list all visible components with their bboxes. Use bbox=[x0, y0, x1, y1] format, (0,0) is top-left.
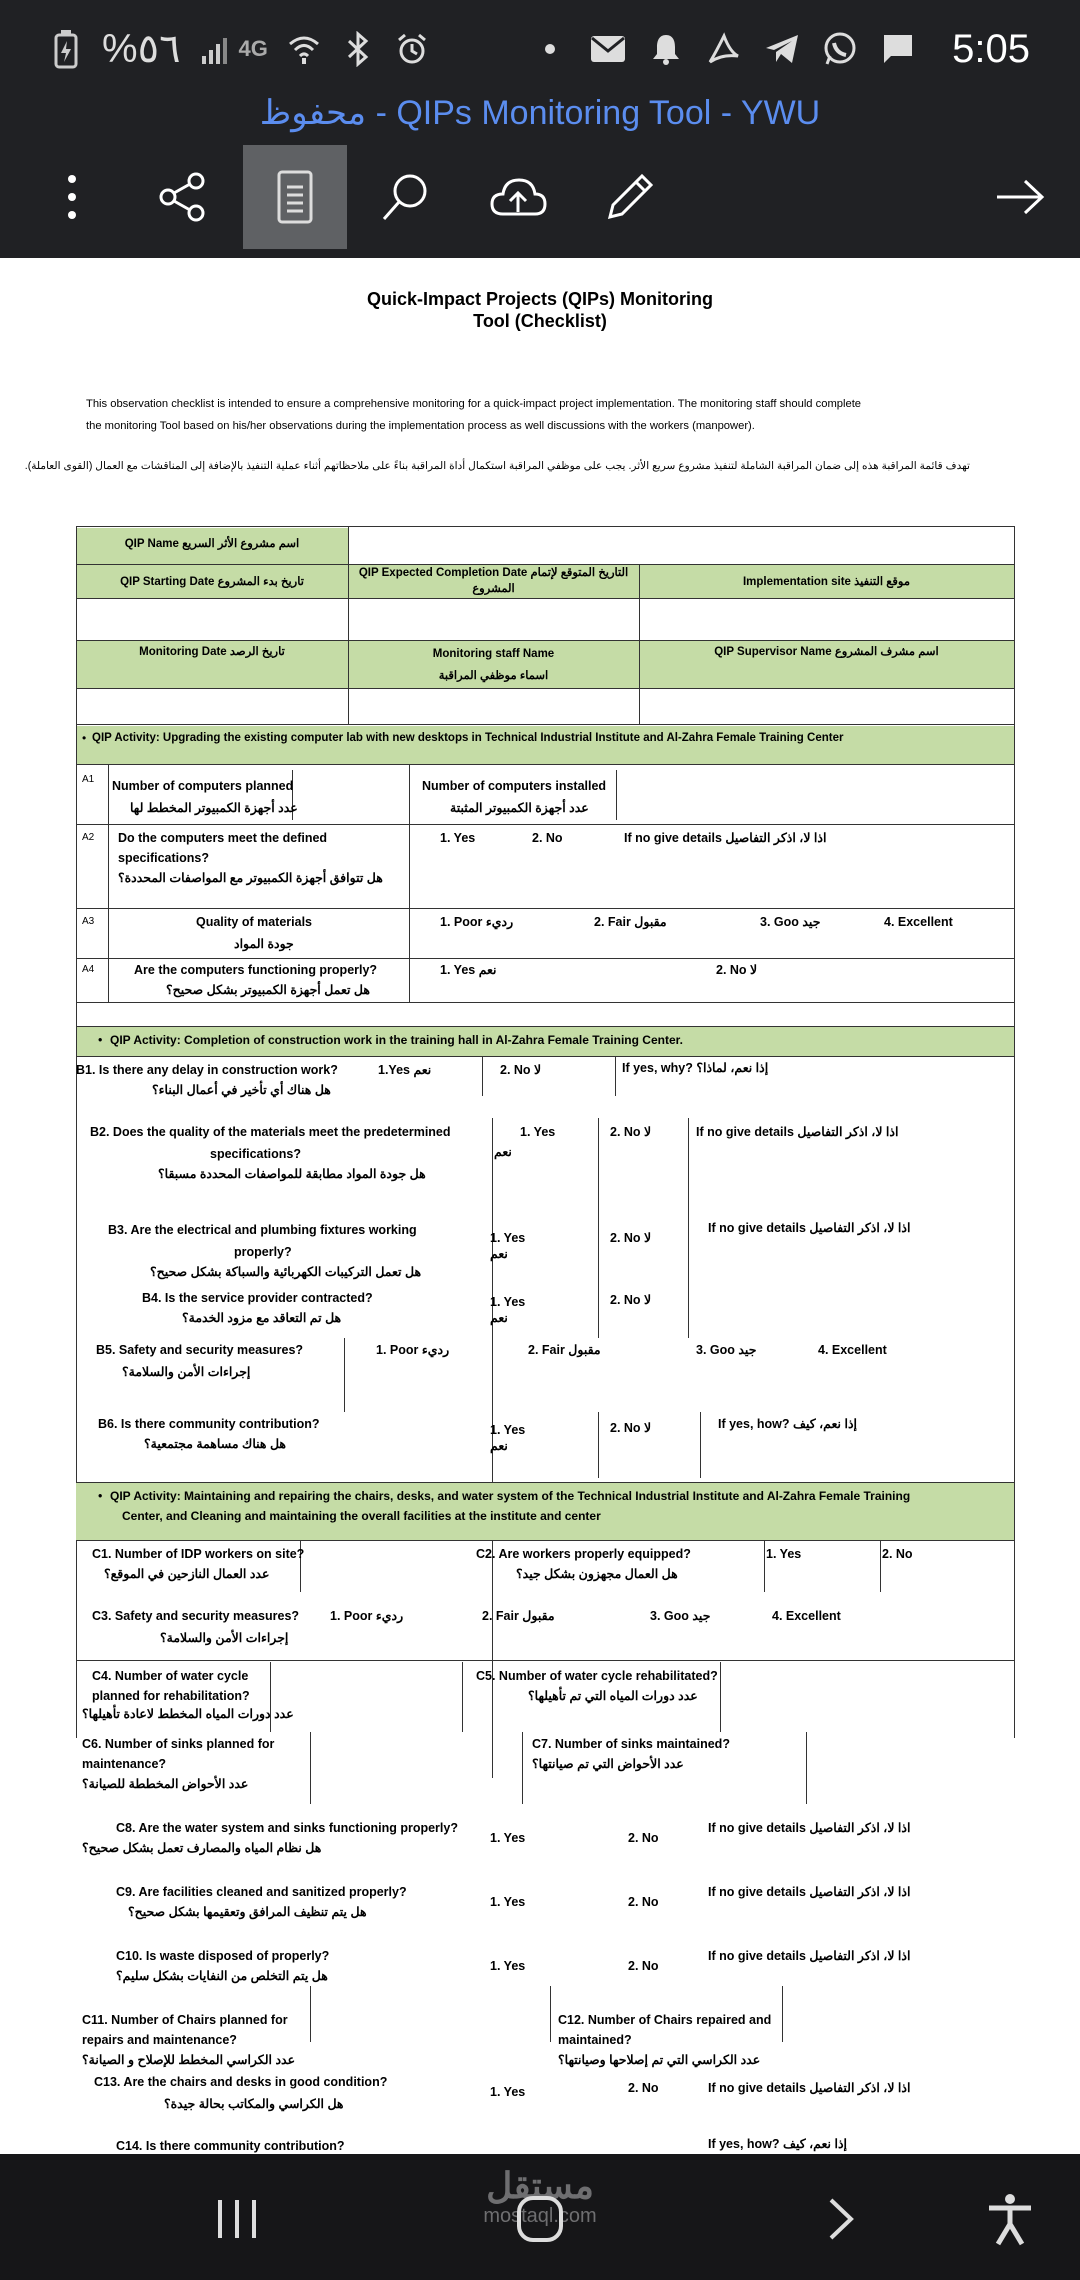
c14-question: C14. Is there community contribution? bbox=[116, 2139, 345, 2153]
navigation-bar bbox=[0, 2154, 1080, 2280]
reading-mode-icon bbox=[275, 169, 315, 225]
c1-question: C1. Number of IDP workers on site? bbox=[92, 1547, 305, 1561]
b3-question: B3. Are the electrical and plumbing fixtures working bbox=[108, 1223, 417, 1237]
a2-question: Do the computers meet the defined bbox=[118, 831, 328, 845]
a1-question: Number of computers planned bbox=[112, 779, 294, 793]
expected-date-label-ar: المشروع bbox=[472, 583, 515, 595]
watermark-text: مستقل bbox=[486, 2165, 594, 2206]
a3-good[interactable]: 3. Goo جيد bbox=[760, 915, 821, 929]
c5-question-ar: عدد دورات المياه التي تم تأهيلها؟ bbox=[528, 1689, 698, 1703]
search-icon bbox=[380, 171, 432, 223]
b6-how: If yes, how? إذا نعم، كيف bbox=[718, 1417, 857, 1431]
edit-icon bbox=[604, 171, 656, 223]
c11-question: C11. Number of Chairs planned for bbox=[82, 2013, 288, 2027]
a1-installed: Number of computers installed bbox=[422, 779, 607, 793]
c10-details: If no give details اذا لا، اذكر التفاصيل bbox=[708, 1949, 911, 1963]
activity-c-header-2: Center, and Cleaning and maintaining the overall facilities at the institute and center bbox=[122, 1509, 601, 1523]
c3-question: C3. Safety and security measures? bbox=[92, 1609, 300, 1623]
a4-number: A4 bbox=[82, 964, 95, 975]
c11-question-ar: عدد الكراسي المخطط للإصلاح و الصيانة؟ bbox=[82, 2053, 296, 2067]
start-date-label: QIP Starting Date تاريخ بدء المشروع bbox=[120, 576, 304, 588]
supervisor-label: QIP Supervisor Name اسم مشرف المشروع bbox=[714, 646, 939, 658]
back-button[interactable] bbox=[806, 2184, 876, 2254]
b4-question: B4. Is the service provider contracted? bbox=[142, 1291, 373, 1305]
c2-yes[interactable]: 1. Yes bbox=[766, 1547, 802, 1561]
c10-no[interactable]: 2. No bbox=[628, 1959, 659, 1973]
alarm-icon bbox=[394, 31, 430, 67]
edit-button[interactable] bbox=[578, 145, 682, 249]
home-icon bbox=[515, 2194, 565, 2244]
b5-excellent[interactable]: 4. Excellent bbox=[818, 1343, 887, 1357]
accessibility-icon bbox=[985, 2192, 1035, 2246]
qip-name-label: QIP Name اسم مشروع الأثر السريع bbox=[124, 538, 300, 550]
c6-question-ar: عدد الأحواض المخططة للصيانة؟ bbox=[82, 1777, 249, 1791]
accessibility-button[interactable] bbox=[975, 2184, 1045, 2254]
intro-line1: This observation checklist is intended to ensure a comprehensive monitoring for a quick-impact project implementation. The monitoring staff should complete bbox=[86, 398, 862, 410]
b2-yes[interactable]: 1. Yes bbox=[520, 1125, 556, 1139]
a3-number: A3 bbox=[82, 916, 95, 927]
a4-yes[interactable]: 1. Yes نعم bbox=[440, 963, 497, 977]
b2-question-2: specifications? bbox=[210, 1147, 301, 1161]
message-icon bbox=[880, 31, 916, 67]
cloud-upload-icon bbox=[489, 174, 547, 220]
monitoring-staff-label: Monitoring staff Name bbox=[432, 648, 555, 660]
c8-yes[interactable]: 1. Yes bbox=[490, 1831, 526, 1845]
b6-question-ar: هل هناك مساهمة مجتمعية؟ bbox=[144, 1437, 287, 1451]
doc-title-line2: Tool (Checklist) bbox=[473, 311, 607, 331]
activity-a-header: QIP Activity: Upgrading the existing computer lab with new desktops in Technical Industrial Institute and Al-Zahra Female Training Center bbox=[92, 732, 844, 744]
b3-yes-ar: نعم bbox=[490, 1247, 508, 1261]
b5-fair[interactable]: 2. Fair مقبول bbox=[528, 1343, 601, 1357]
recent-apps-icon bbox=[214, 2196, 260, 2242]
c3-question-ar: إجراءات الأمن والسلامة؟ bbox=[160, 1631, 289, 1645]
intro-arabic: تهدف قائمة المراقبة هذه إلى ضمان المراقبة الشاملة لتنفيذ مشروع سريع الأثر. يجب على موظفي المراقبة استكمال أداة المراقبة بناءً على ملاحظاتهم أثناء عملية التنفيذ بالإضافة إلى المناقشات مع العمال (القوى العاملة). bbox=[24, 460, 970, 472]
c12-question-ar: عدد الكراسي التي تم إصلاحها وصيانتها؟ bbox=[558, 2053, 761, 2067]
impl-site-label: Implementation site موقع التنفيذ bbox=[742, 576, 911, 588]
b6-yes[interactable]: 1. Yes bbox=[490, 1423, 526, 1437]
doc-title-line1: Quick-Impact Projects (QIPs) Monitoring bbox=[366, 289, 714, 309]
a2-no[interactable]: 2. No bbox=[532, 831, 563, 845]
a4-question-ar: هل تعمل أجهزة الكمبيوتر بشكل صحيح؟ bbox=[166, 983, 370, 997]
c7-question: C7. Number of sinks maintained? bbox=[532, 1737, 730, 1751]
b2-no[interactable]: 2. No لا bbox=[610, 1125, 652, 1139]
a3-fair[interactable]: 2. Fair مقبول bbox=[594, 915, 667, 929]
home-button[interactable] bbox=[505, 2184, 575, 2254]
a2-details: If no give details اذا لا، اذكر التفاصيل bbox=[624, 831, 827, 845]
c13-question: C13. Are the chairs and desks in good condition? bbox=[94, 2075, 388, 2089]
clock: 5:05 bbox=[952, 26, 1030, 71]
c4-question-ar: عدد دورات المياه المخطط لاعادة تأهيلها؟ bbox=[82, 1707, 294, 1721]
bell-icon bbox=[648, 31, 684, 67]
b2-question-ar: هل جودة المواد مطابقة للمواصفات المحددة مسبقا؟ bbox=[158, 1167, 426, 1181]
a2-yes[interactable]: 1. Yes bbox=[440, 831, 476, 845]
toolbar bbox=[0, 140, 1080, 258]
c13-details: If no give details اذا لا، اذكر التفاصيل bbox=[708, 2081, 911, 2095]
c9-question: C9. Are facilities cleaned and sanitized properly? bbox=[116, 1885, 407, 1899]
a2-number: A2 bbox=[82, 832, 95, 843]
c10-yes[interactable]: 1. Yes bbox=[490, 1959, 526, 1973]
signal-icon bbox=[199, 31, 235, 67]
monitoring-staff-label-ar: اسماء موظفي المراقبة bbox=[438, 670, 549, 682]
b3-details: If no give details اذا لا، اذكر التفاصيل bbox=[708, 1221, 911, 1235]
b6-yes-ar: نعم bbox=[490, 1439, 508, 1453]
a2-question-ar: هل تتوافق أجهزة الكمبيوتر مع المواصفات المحددة؟ bbox=[118, 871, 383, 885]
b2-question: B2. Does the quality of the materials meet the predetermined bbox=[90, 1125, 451, 1139]
b6-question: B6. Is there community contribution? bbox=[98, 1417, 320, 1431]
a3-poor[interactable]: 1. Poor رديء bbox=[440, 915, 514, 929]
b4-question-ar: هل تم التعاقد مع مزود الخدمة؟ bbox=[182, 1311, 342, 1325]
recent-apps-button[interactable] bbox=[202, 2184, 272, 2254]
b4-yes-ar: نعم bbox=[490, 1311, 508, 1325]
a1-installed-ar: عدد أجهزة الكمبيوتر المثبتة bbox=[450, 801, 589, 815]
c3-excellent[interactable]: 4. Excellent bbox=[772, 1609, 841, 1623]
b5-good[interactable]: 3. Goo جيد bbox=[696, 1343, 757, 1357]
expected-date-label: QIP Expected Completion Date التاريخ المتوقع لإتمام bbox=[358, 567, 629, 579]
watermark-sub: mostaql.com bbox=[483, 2205, 597, 2227]
a1-number: A1 bbox=[82, 774, 95, 785]
c2-question-ar: هل العمال مجهزون بشكل جيد؟ bbox=[516, 1567, 678, 1581]
share-icon bbox=[156, 171, 208, 223]
b4-no[interactable]: 2. No لا bbox=[610, 1293, 652, 1307]
b2-yes-ar: نعم bbox=[494, 1145, 512, 1159]
monitoring-date-label: Monitoring Date تاريخ الرصد bbox=[139, 646, 285, 658]
more-button[interactable] bbox=[20, 145, 124, 249]
search-button[interactable] bbox=[354, 145, 458, 249]
whatsapp-icon bbox=[822, 31, 858, 67]
c2-question: C2. Are workers properly equipped? bbox=[476, 1547, 691, 1561]
c8-no[interactable]: 2. No bbox=[628, 1831, 659, 1845]
b1-no[interactable]: 2. No لا bbox=[500, 1063, 542, 1077]
b5-poor[interactable]: 1. Poor رديء bbox=[376, 1343, 450, 1357]
a3-excellent[interactable]: 4. Excellent bbox=[884, 915, 953, 929]
mail-icon bbox=[590, 31, 626, 67]
status-bar bbox=[0, 0, 1080, 100]
battery-icon bbox=[48, 31, 84, 67]
bluetooth-icon bbox=[340, 31, 376, 67]
document-title: محفوظ - QIPs Monitoring Tool - YWU bbox=[259, 94, 821, 132]
a2-question-2: specifications? bbox=[118, 851, 209, 865]
b1-question: B1. Is there any delay in construction work? bbox=[76, 1063, 338, 1077]
b1-yes[interactable]: 1.Yes نعم bbox=[378, 1063, 432, 1077]
b3-question-ar: هل تعمل التركيبات الكهربائية والسباكة بشكل صحيح؟ bbox=[150, 1265, 422, 1279]
battery-percent: %٥٦ bbox=[102, 27, 181, 71]
b6-no[interactable]: 2. No لا bbox=[610, 1421, 652, 1435]
c9-yes[interactable]: 1. Yes bbox=[490, 1895, 526, 1909]
c11-question-2: repairs and maintenance? bbox=[82, 2033, 237, 2047]
c5-question: C5. Number of water cycle rehabilitated? bbox=[476, 1669, 718, 1683]
c7-question-ar: عدد الأحواض التي تم صيانتها؟ bbox=[532, 1757, 684, 1771]
c4-question-2: planned for rehabilitation? bbox=[92, 1689, 250, 1703]
c8-details: If no give details اذا لا، اذكر التفاصيل bbox=[708, 1821, 911, 1835]
c4-question: C4. Number of water cycle bbox=[92, 1669, 249, 1683]
c8-question: C8. Are the water system and sinks functioning properly? bbox=[116, 1821, 458, 1835]
c14-how: If yes, how? إذا نعم، كيف bbox=[708, 2137, 847, 2151]
pdf-page[interactable]: Quick-Impact Projects (QIPs) Monitoring Tool (Checklist) This observation checklist is intended to ensure a comprehensive monitoring for a quick-impact project implementation. The monitoring staff should complete the monitoring Tool based on his/her observations during the implementation process as well discussions with the workers (manpower). تهدف قائمة المراقبة هذه إلى ضمان المراقبة الشاملة لتنفيذ مشروع سريع الأثر. يجب على موظفي المراقبة استكمال أداة المراقبة بناءً على ملاحظاتهم أثناء عملية التنفيذ بالإضافة إلى المناقشات مع العمال (القوى العاملة). QIP Name اسم مشروع الأثر السريع QIP Starting Date تاريخ بدء المشروع QIP Expected Completion Date التاريخ المتوقع لإتمام المشروع Implementation site موقع التنفيذ Monitoring Date تاريخ الرصد Monitoring staff Name اسماء موظفي المراقبة QIP Supervisor Name اسم مشرف المشروع • QIP Activity: Upgrading the existing computer lab with new desktops in Technical Industrial Institute and Al-Zahra Female Training Center A1 Number of computers planned عدد أجهزة الكمبيوتر المخطط لها Number of computers installed عدد أجهزة الكمبيوتر المثبتة A2 Do the computers meet the defined specifications? هل تتوافق أجهزة الكمبيوتر مع المواصفات المحددة؟ 1. Yes 2. No If no give details اذا لا، اذكر التفاصيل A3 Quality of materials جودة المواد 1. Poor رديء 2. Fair مقبول 3. Goo جيد 4. Excellent A4 Are the computers functioning properly? هل تعمل أجهزة الكمبيوتر بشكل صحيح؟ 1. Yes نعم 2. No لا • QIP Activity: Completion of construction work in the training hall in Al-Zahra Female Training Center. B1. Is there any delay in construction work? هل هناك أي تأخير في أعمال البناء؟ 1.Yes نعم 2. No لا If yes, why? إذا نعم، لماذا؟ B2. Does the quality of the materials meet the predetermined specifications? هل جودة المواد مطابقة للمواصفات المحددة مسبقا؟ 1. Yes نعم 2. No لا If no give details اذا لا، اذكر التفاصيل B3. Are the electrical and plumbing fixtures working properly? هل تعمل التركيبات الكهربائية والسباكة بشكل صحيح؟ 1. Yes نعم 2. No لا If no give details اذا لا، اذكر التفاصيل B4. Is the service provider contracted? هل تم التعاقد مع مزود الخدمة؟ 1. Yes نعم 2. No لا B5. Safety and security measures? إجراءات الأمن والسلامة؟ 1. Poor رديء 2. Fair مقبول 3. Goo جيد 4. Excellent B6. Is there community contribution? هل هناك مساهمة مجتمعية؟ 1. Yes نعم 2. No لا If yes, how? إذا نعم، كيف • QIP Activity: Maintaining and repairing the chairs, desks, and water system of the Technical Industrial Institute and Al-Zahra Female Training Center, and Cleaning and maintaining the overall facilities at the institute and center C1. Number of IDP workers on site? عدد العمال النازحين في الموقع؟ C2. Are workers properly equipped? هل العمال مجهزون بشكل جيد؟ 1. Yes 2. No C3. Safety and security measures? إجراءات الأمن والسلامة؟ 1. Poor رديء 2. Fair مقبول 3. Goo جيد 4. Excellent C4. Number of water cycle planned for rehabilitation? عدد دورات المياه المخطط لاعادة تأهيلها؟ C5. Number of water cycle rehabilitated? عدد دورات المياه التي تم تأهيلها؟ C6. Number of sinks planned for maintenance? عدد الأحواض المخططة للصيانة؟ C7. Number of sinks maintained? عدد الأحواض التي تم صيانتها؟ C8. Are the water system and sinks functioning properly? هل نظام المياه والمصارف تعمل بشكل صحيح؟ 1. Yes 2. No If no give details اذا لا، اذكر التفاصيل C9. Are facilities cleaned and sanitized properly? هل يتم تنظيف المرافق وتعقيمها بشكل صحيح؟ 1. Yes 2. No If no give details اذا لا، اذكر التفاصيل C10. Is waste disposed of properly? هل يتم التخلص من النفايات بشكل سليم؟ 1. Yes 2. No If no give details اذا لا، اذكر التفاصيل C11. Number of Chairs planned for repairs and maintenance? عدد الكراسي المخطط للإصلاح و الصيانة؟ C12. Number of Chairs repaired and maintained? عدد الكراسي التي تم إصلاحها وصيانتها؟ C13. Are the chairs and desks in good condition? هل الكراسي والمكاتب بحالة جيدة؟ 1. Yes 2. No If no give details اذا لا، اذكر التفاصيل C14. Is there community contribution? If yes, how? إذا نعم، كيف bbox=[0, 258, 1080, 2154]
more-icon bbox=[62, 172, 82, 222]
network-type: 4G bbox=[238, 36, 268, 61]
a3-question-ar: جودة المواد bbox=[234, 937, 294, 951]
c3-good[interactable]: 3. Goo جيد bbox=[650, 1609, 711, 1623]
b1-question-ar: هل هناك أي تأخير في أعمال البناء؟ bbox=[152, 1083, 331, 1097]
share-button[interactable] bbox=[130, 145, 234, 249]
c13-question-ar: هل الكراسي والمكاتب بحالة جيدة؟ bbox=[164, 2097, 344, 2111]
c13-yes[interactable]: 1. Yes bbox=[490, 2085, 526, 2099]
intro-line2: the monitoring Tool based on his/her observations during the implementation process as well discussions with the workers (manpower). bbox=[86, 420, 755, 432]
telegram-icon bbox=[764, 31, 800, 67]
c3-fair[interactable]: 2. Fair مقبول bbox=[482, 1609, 555, 1623]
b2-details: If no give details اذا لا، اذكر التفاصيل bbox=[696, 1125, 899, 1139]
c9-question-ar: هل يتم تنظيف المرافق وتعقيمها بشكل صحيح؟ bbox=[128, 1905, 367, 1919]
activity-c-header: QIP Activity: Maintaining and repairing the chairs, desks, and water system of the Technical Industrial Institute and Al-Zahra Female Training bbox=[110, 1489, 911, 1503]
c13-no[interactable]: 2. No bbox=[628, 2081, 659, 2095]
c12-question-2: maintained? bbox=[558, 2033, 632, 2047]
b1-why: If yes, why? إذا نعم، لماذا؟ bbox=[622, 1061, 769, 1075]
c9-details: If no give details اذا لا، اذكر التفاصيل bbox=[708, 1885, 911, 1899]
upload-button[interactable] bbox=[466, 145, 570, 249]
c3-poor[interactable]: 1. Poor رديء bbox=[330, 1609, 404, 1623]
a3-question: Quality of materials bbox=[196, 915, 313, 929]
a4-question: Are the computers functioning properly? bbox=[134, 963, 378, 977]
c6-question-2: maintenance? bbox=[82, 1757, 167, 1771]
b5-question: B5. Safety and security measures? bbox=[96, 1343, 304, 1357]
back-icon bbox=[821, 2194, 861, 2244]
c10-question-ar: هل يتم التخلص من النفايات بشكل سليم؟ bbox=[116, 1969, 328, 1983]
c2-no[interactable]: 2. No bbox=[882, 1547, 913, 1561]
app-title-bar bbox=[0, 90, 1080, 140]
next-arrow-icon bbox=[994, 177, 1046, 217]
c1-question-ar: عدد العمال النازحين في الموقع؟ bbox=[104, 1567, 270, 1581]
a4-no[interactable]: 2. No لا bbox=[716, 963, 758, 977]
b3-no[interactable]: 2. No لا bbox=[610, 1231, 652, 1245]
dot-icon bbox=[532, 31, 568, 67]
c10-question: C10. Is waste disposed of properly? bbox=[116, 1949, 330, 1963]
reading-mode-button[interactable] bbox=[243, 145, 347, 249]
b5-question-ar: إجراءات الأمن والسلامة؟ bbox=[122, 1365, 251, 1379]
b3-question-2: properly? bbox=[234, 1245, 292, 1259]
c9-no[interactable]: 2. No bbox=[628, 1895, 659, 1909]
next-button[interactable] bbox=[968, 145, 1072, 249]
c6-question: C6. Number of sinks planned for bbox=[82, 1737, 275, 1751]
pdf-icon bbox=[706, 31, 742, 67]
c12-question: C12. Number of Chairs repaired and bbox=[558, 2013, 772, 2027]
b3-yes[interactable]: 1. Yes bbox=[490, 1231, 526, 1245]
a1-question-ar: عدد أجهزة الكمبيوتر المخطط لها bbox=[130, 801, 298, 815]
c8-question-ar: هل نظام المياه والمصارف تعمل بشكل صحيح؟ bbox=[82, 1841, 322, 1855]
activity-b-header: QIP Activity: Completion of construction work in the training hall in Al-Zahra Female Training Center. bbox=[110, 1033, 683, 1047]
b4-yes[interactable]: 1. Yes bbox=[490, 1295, 526, 1309]
wifi-icon bbox=[286, 31, 322, 67]
